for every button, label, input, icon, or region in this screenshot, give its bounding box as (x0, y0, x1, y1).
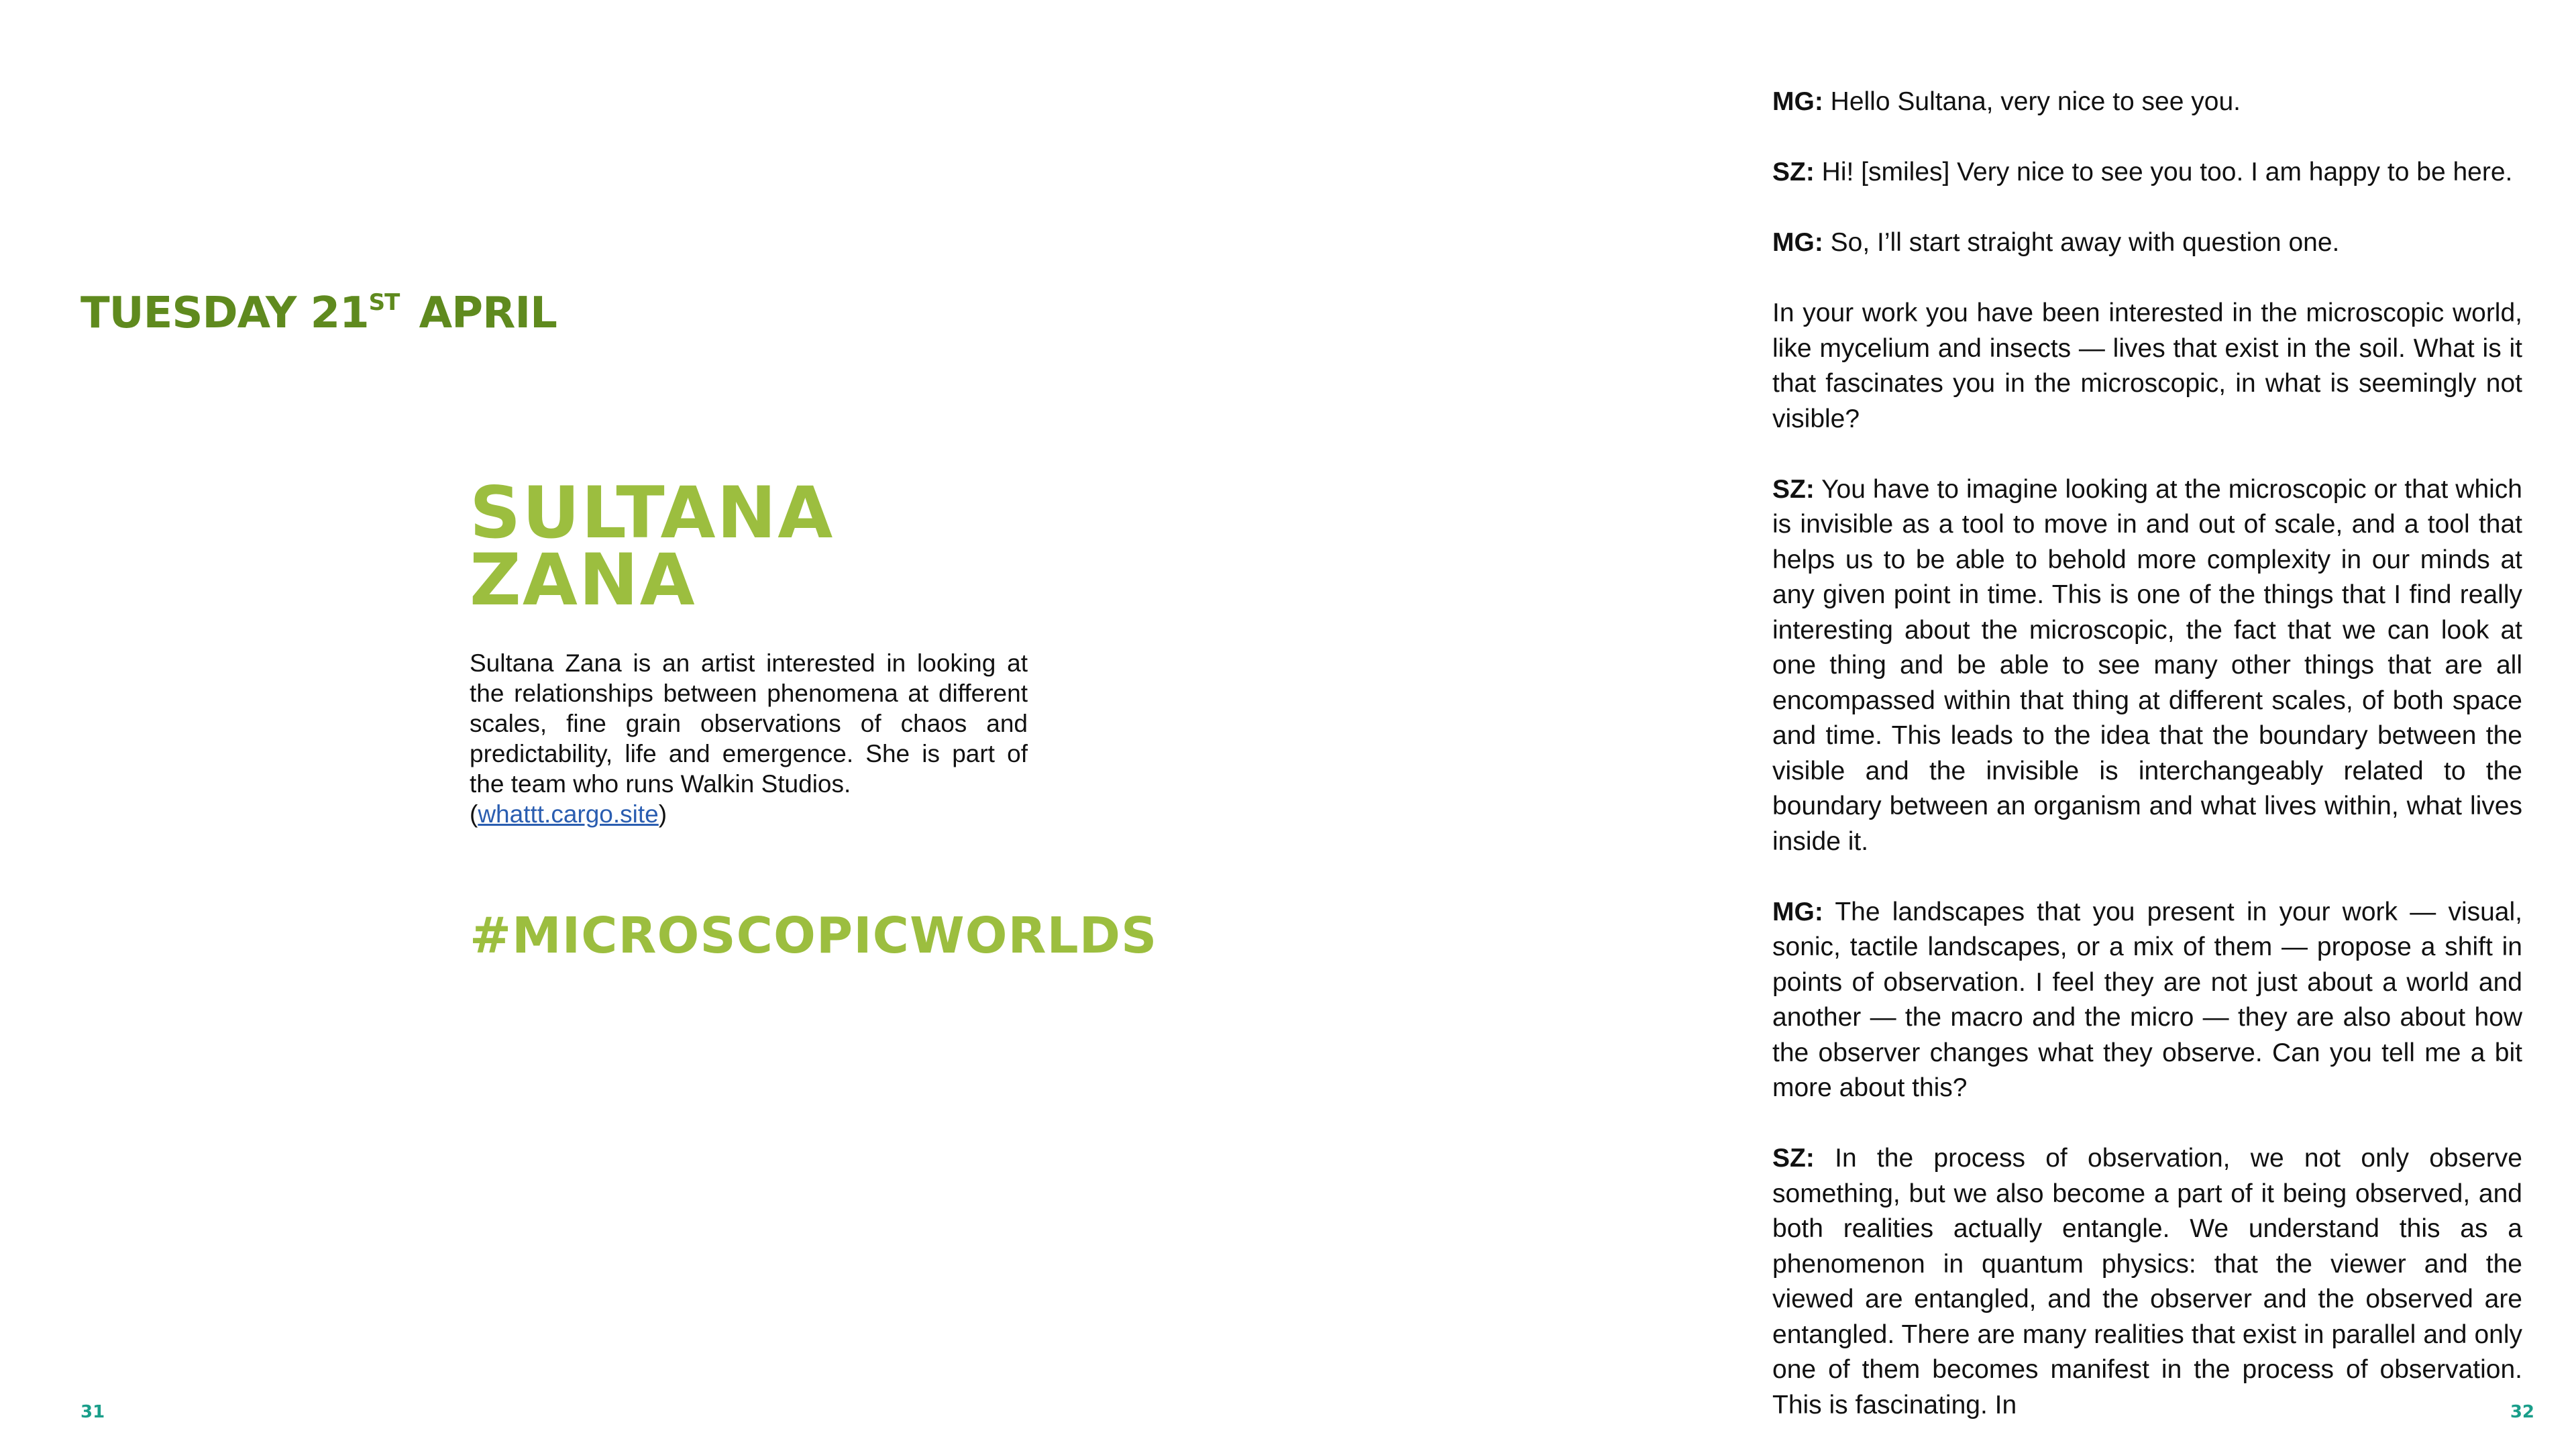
date-month: APRIL (419, 288, 557, 338)
paragraph-text: You have to imagine looking at the microscopic or that which is invisible as a tool to move in and out of scale, and a tool that helps us to be able to behold more complexity in our minds at any given point in time. This is one of the things that I find really interesting about the microscopic, the fact that we can look at one thing and be able to see many other things that are all encompassed within that thing at different scales, of both space and time. This leads to the idea that the boundary between the visible and the invisible is interchangeably related to the boundary between an organism and what lives within, what lives inside it. (1772, 474, 2522, 856)
right-page (1288, 0, 2576, 1449)
bio-text: Sultana Zana is an artist interested in looking at the relationships between phenomena at different scales, fine grain observations of chaos and predictability, life and emergence. She is part of the team who runs Walkin Studios. (470, 649, 1028, 798)
interview-paragraph (1772, 1141, 2522, 1423)
paragraph-text: In the process of observation, we not only observe something, but we also become a part of it being observed, and both realities actually entangle. We understand this as a phenomenon in quantum physics: that the viewer and the viewed are entangled, and the observer and the observed are entangled. There are many realities that exist in parallel and only one of them becomes manifest in the process of observation. This is fascinating. In (1772, 1144, 2522, 1419)
interview-paragraph (1772, 85, 2522, 120)
interview-transcript (1772, 85, 2522, 1423)
speaker-first-name: SULTANA (470, 472, 835, 554)
speaker-tag: SZ: (1772, 474, 1815, 504)
paragraph-text: Hi! [smiles] Very nice to see you too. I am happy to be here. (1821, 158, 2513, 186)
date-suffix: ST (368, 289, 400, 316)
hashtag: #MICROSCOPICWORLDS (470, 907, 1158, 965)
interview-paragraph (1772, 895, 2522, 1106)
date-weekday: TUESDAY (80, 288, 297, 338)
link-close-paren: ) (658, 800, 667, 828)
paragraph-text: So, I’ll start straight away with question one. (1830, 228, 2340, 257)
speaker-tag: MG: (1772, 897, 1823, 926)
speaker-tag: SZ: (1772, 158, 1815, 186)
date-heading (80, 288, 557, 338)
speaker-last-name: ZANA (470, 539, 696, 621)
link-open-paren: ( (470, 800, 478, 828)
interview-paragraph (1772, 155, 2522, 191)
speaker-tag: MG: (1772, 87, 1823, 116)
paragraph-text: Hello Sultana, very nice to see you. (1830, 87, 2241, 116)
date-day: 21 (310, 288, 369, 338)
bio-link-line (470, 799, 1028, 829)
speaker-tag: MG: (1772, 228, 1823, 257)
page-number-left: 31 (80, 1402, 105, 1422)
paragraph-text: The landscapes that you present in your work — visual, sonic, tactile landscapes, or a mix of them — propose a shift in points of observation. I feel they are not just about a world and another — the macro and the micro — they are also about how the observer changes what they observe. Can you tell me a bit more about this? (1772, 897, 2522, 1102)
interview-paragraph (1772, 472, 2522, 860)
speaker-tag: SZ: (1772, 1144, 1815, 1173)
speaker-name (470, 472, 835, 621)
website-link[interactable]: whattt.cargo.site (478, 800, 659, 828)
interview-paragraph (1772, 296, 2522, 437)
page-number-right: 32 (2510, 1402, 2534, 1422)
paragraph-text: In your work you have been interested in the microscopic world, like mycelium and insects — lives that exist in the soil. What is it that fascinates you in the microscopic, in what is seemingly not visible? (1772, 299, 2522, 433)
interview-paragraph (1772, 225, 2522, 261)
speaker-bio (470, 648, 1028, 829)
